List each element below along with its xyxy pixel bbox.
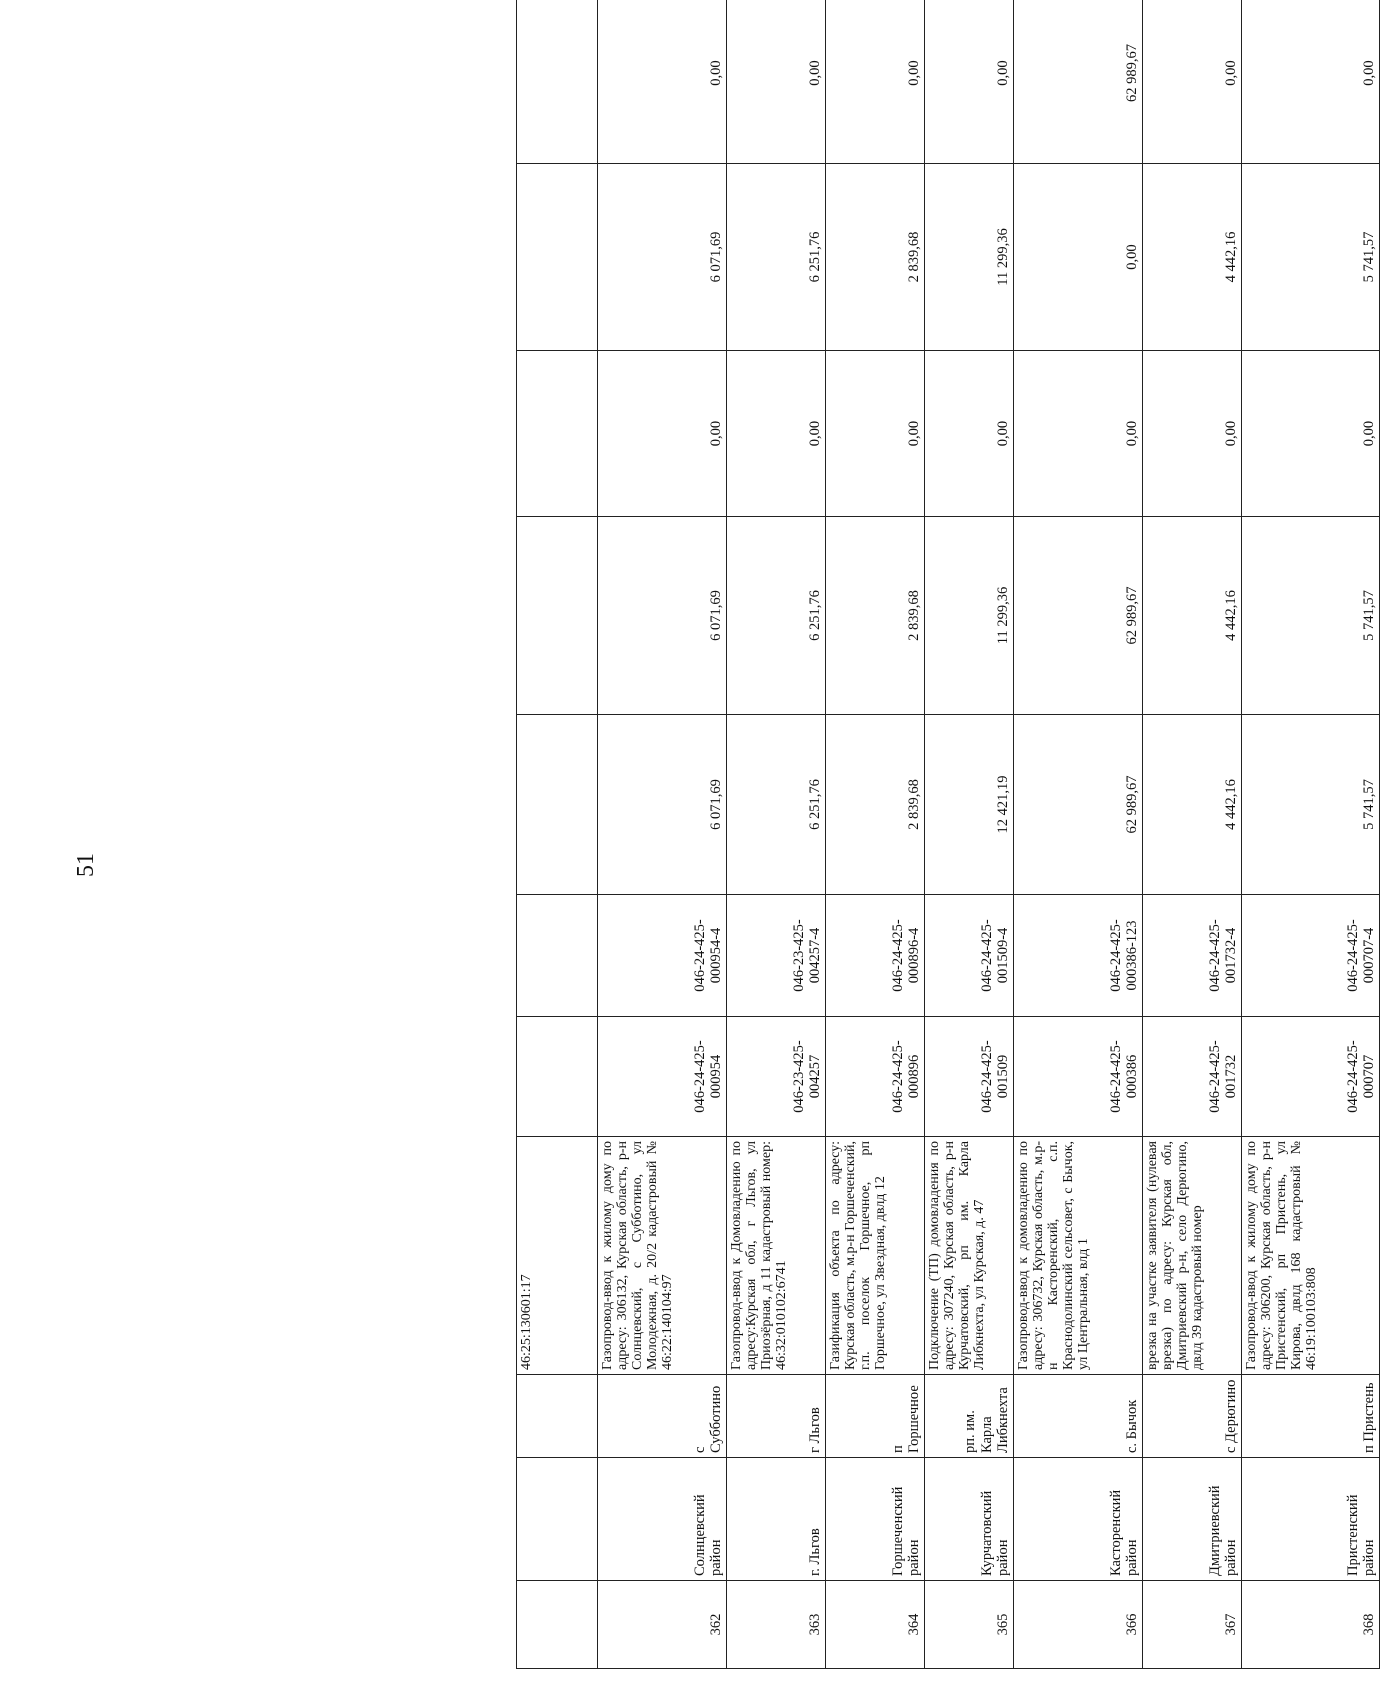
application-id: 046-24-425-001732 — [1143, 1017, 1242, 1137]
amount-1: 2 839,68 — [826, 715, 925, 895]
amount-4: 6 251,76 — [727, 164, 826, 351]
amount-4: 6 071,69 — [598, 164, 727, 351]
cell-empty — [517, 1458, 598, 1581]
row-number: 363 — [727, 1581, 826, 1669]
table-row-header-continuation — [517, 0, 598, 1669]
settlement: с. Бычок — [1014, 1375, 1143, 1458]
address: Газопровод-ввод к жилому дому по адресу: 306132, Курская область, р-н Солнцевский, с Суббoтино, ул Молодежная, д. 20/2 кадастровый № 46:22:140104:97 — [598, 1137, 727, 1375]
amount-1: 62 989,67 — [1014, 715, 1143, 895]
table-row — [826, 0, 925, 1669]
amount-1: 12 421,19 — [925, 715, 1014, 895]
amount-3: 0,00 — [826, 351, 925, 517]
page-number: 51 — [73, 853, 99, 877]
cell-empty — [517, 517, 598, 715]
amount-2: 5 741,57 — [1242, 517, 1380, 715]
table-row — [598, 0, 727, 1669]
address: Газопровод-ввод к жилому дому по адресу: 306200, Курская область, р-н Пристенский, рп Пристень, ул Кирова, двлд 168 кадастровый № 46:19:100103:808 — [1242, 1137, 1380, 1375]
amount-4: 5 741,57 — [1242, 164, 1380, 351]
address: Газификация объекта по адресу: Курская область, м.р-н Горшеченский, г.п. поселок Горшечное, рп Горшечное, ул Звездная, двлд 12 — [826, 1137, 925, 1375]
amount-5: 0,00 — [727, 0, 826, 164]
amount-4: 11 299,36 — [925, 164, 1014, 351]
contract-id: 046-24-425-001509-4 — [925, 895, 1014, 1017]
row-number: 364 — [826, 1581, 925, 1669]
cell-empty — [517, 1581, 598, 1669]
contract-id: 046-24-425-000896-4 — [826, 895, 925, 1017]
amount-1: 6 071,69 — [598, 715, 727, 895]
table-row — [727, 0, 826, 1669]
table-row — [925, 0, 1014, 1669]
application-id: 046-24-425-000896 — [826, 1017, 925, 1137]
settlement: с Субботино — [598, 1375, 727, 1458]
contract-id: 046-24-425-000954-4 — [598, 895, 727, 1017]
data-table — [516, 0, 1380, 1669]
district: Солнцевский район — [598, 1458, 727, 1581]
amount-5: 0,00 — [1242, 0, 1380, 164]
address: Газопровод-ввод к Домовладению по адресу:Курская обл, г Льгов, ул Приозёрная, д 11 кадастровый номер: 46:32:010102:6741 — [727, 1137, 826, 1375]
data-table-container — [516, 44, 1377, 1669]
cell-empty — [517, 715, 598, 895]
amount-2: 2 839,68 — [826, 517, 925, 715]
amount-4: 0,00 — [1014, 164, 1143, 351]
table-row — [1014, 0, 1143, 1669]
amount-3: 0,00 — [727, 351, 826, 517]
application-id: 046-24-425-000707 — [1242, 1017, 1380, 1137]
row-number: 368 — [1242, 1581, 1380, 1669]
contract-id: 046-23-425-004257-4 — [727, 895, 826, 1017]
amount-3: 0,00 — [1143, 351, 1242, 517]
amount-3: 0,00 — [598, 351, 727, 517]
cell-empty — [517, 164, 598, 351]
amount-4: 2 839,68 — [826, 164, 925, 351]
amount-3: 0,00 — [925, 351, 1014, 517]
amount-3: 0,00 — [1014, 351, 1143, 517]
district: Дмитриевский район — [1143, 1458, 1242, 1581]
application-id: 046-24-425-001509 — [925, 1017, 1014, 1137]
amount-5: 0,00 — [1143, 0, 1242, 164]
amount-5: 0,00 — [826, 0, 925, 164]
settlement: г Льгов — [727, 1375, 826, 1458]
cell-empty — [517, 0, 598, 164]
settlement: п Пристень — [1242, 1375, 1380, 1458]
amount-5: 0,00 — [925, 0, 1014, 164]
application-id: 046-24-425-000954 — [598, 1017, 727, 1137]
application-id: 046-24-425-000386 — [1014, 1017, 1143, 1137]
cell-empty — [517, 895, 598, 1017]
amount-2: 6 071,69 — [598, 517, 727, 715]
address: Подключение (ТП) домовладения по адресу: 307240, Курская область, р-н Курчатовский, рп им. Карла Либкнехта, ул Курская, д. 47 — [925, 1137, 1014, 1375]
row-number: 366 — [1014, 1581, 1143, 1669]
address: Газопровод-ввод к домовладению по адресу: 306732, Курская область, м.р-н Касторенский, с.п. Краснодолинский сельсовет, с Бычок, ул Центральная, влд 1 — [1014, 1137, 1143, 1375]
amount-1: 6 251,76 — [727, 715, 826, 895]
district: Курчатовский район — [925, 1458, 1014, 1581]
settlement: рп. им. Карла Либкнехта — [925, 1375, 1014, 1458]
cell-empty — [517, 1017, 598, 1137]
district: Пристенский район — [1242, 1458, 1380, 1581]
cell-cadastral: 46:25:130601:17 — [517, 1137, 598, 1375]
district: Горшеченский район — [826, 1458, 925, 1581]
row-number: 362 — [598, 1581, 727, 1669]
amount-1: 5 741,57 — [1242, 715, 1380, 895]
contract-id: 046-24-425-000386-123 — [1014, 895, 1143, 1017]
contract-id: 046-24-425-000707-4 — [1242, 895, 1380, 1017]
application-id: 046-23-425-004257 — [727, 1017, 826, 1137]
table-row — [1143, 0, 1242, 1669]
amount-5: 0,00 — [598, 0, 727, 164]
settlement: п Горшечное — [826, 1375, 925, 1458]
amount-2: 62 989,67 — [1014, 517, 1143, 715]
amount-2: 4 442,16 — [1143, 517, 1242, 715]
table-row — [1242, 0, 1380, 1669]
address: врезка на участке заявителя (нулевая врезка) по адресу: Курская обл, Дмитриевский р-н, село Дерюгино, двлд 39 кадастровый номер — [1143, 1137, 1242, 1375]
amount-1: 4 442,16 — [1143, 715, 1242, 895]
amount-5: 62 989,67 — [1014, 0, 1143, 164]
cell-empty — [517, 351, 598, 517]
cell-empty — [517, 1375, 598, 1458]
district: Касторенский район — [1014, 1458, 1143, 1581]
row-number: 365 — [925, 1581, 1014, 1669]
row-number: 367 — [1143, 1581, 1242, 1669]
amount-3: 0,00 — [1242, 351, 1380, 517]
contract-id: 046-24-425-001732-4 — [1143, 895, 1242, 1017]
settlement: с Дерюгино — [1143, 1375, 1242, 1458]
amount-2: 11 299,36 — [925, 517, 1014, 715]
amount-2: 6 251,76 — [727, 517, 826, 715]
district: г. Льгов — [727, 1458, 826, 1581]
amount-4: 4 442,16 — [1143, 164, 1242, 351]
